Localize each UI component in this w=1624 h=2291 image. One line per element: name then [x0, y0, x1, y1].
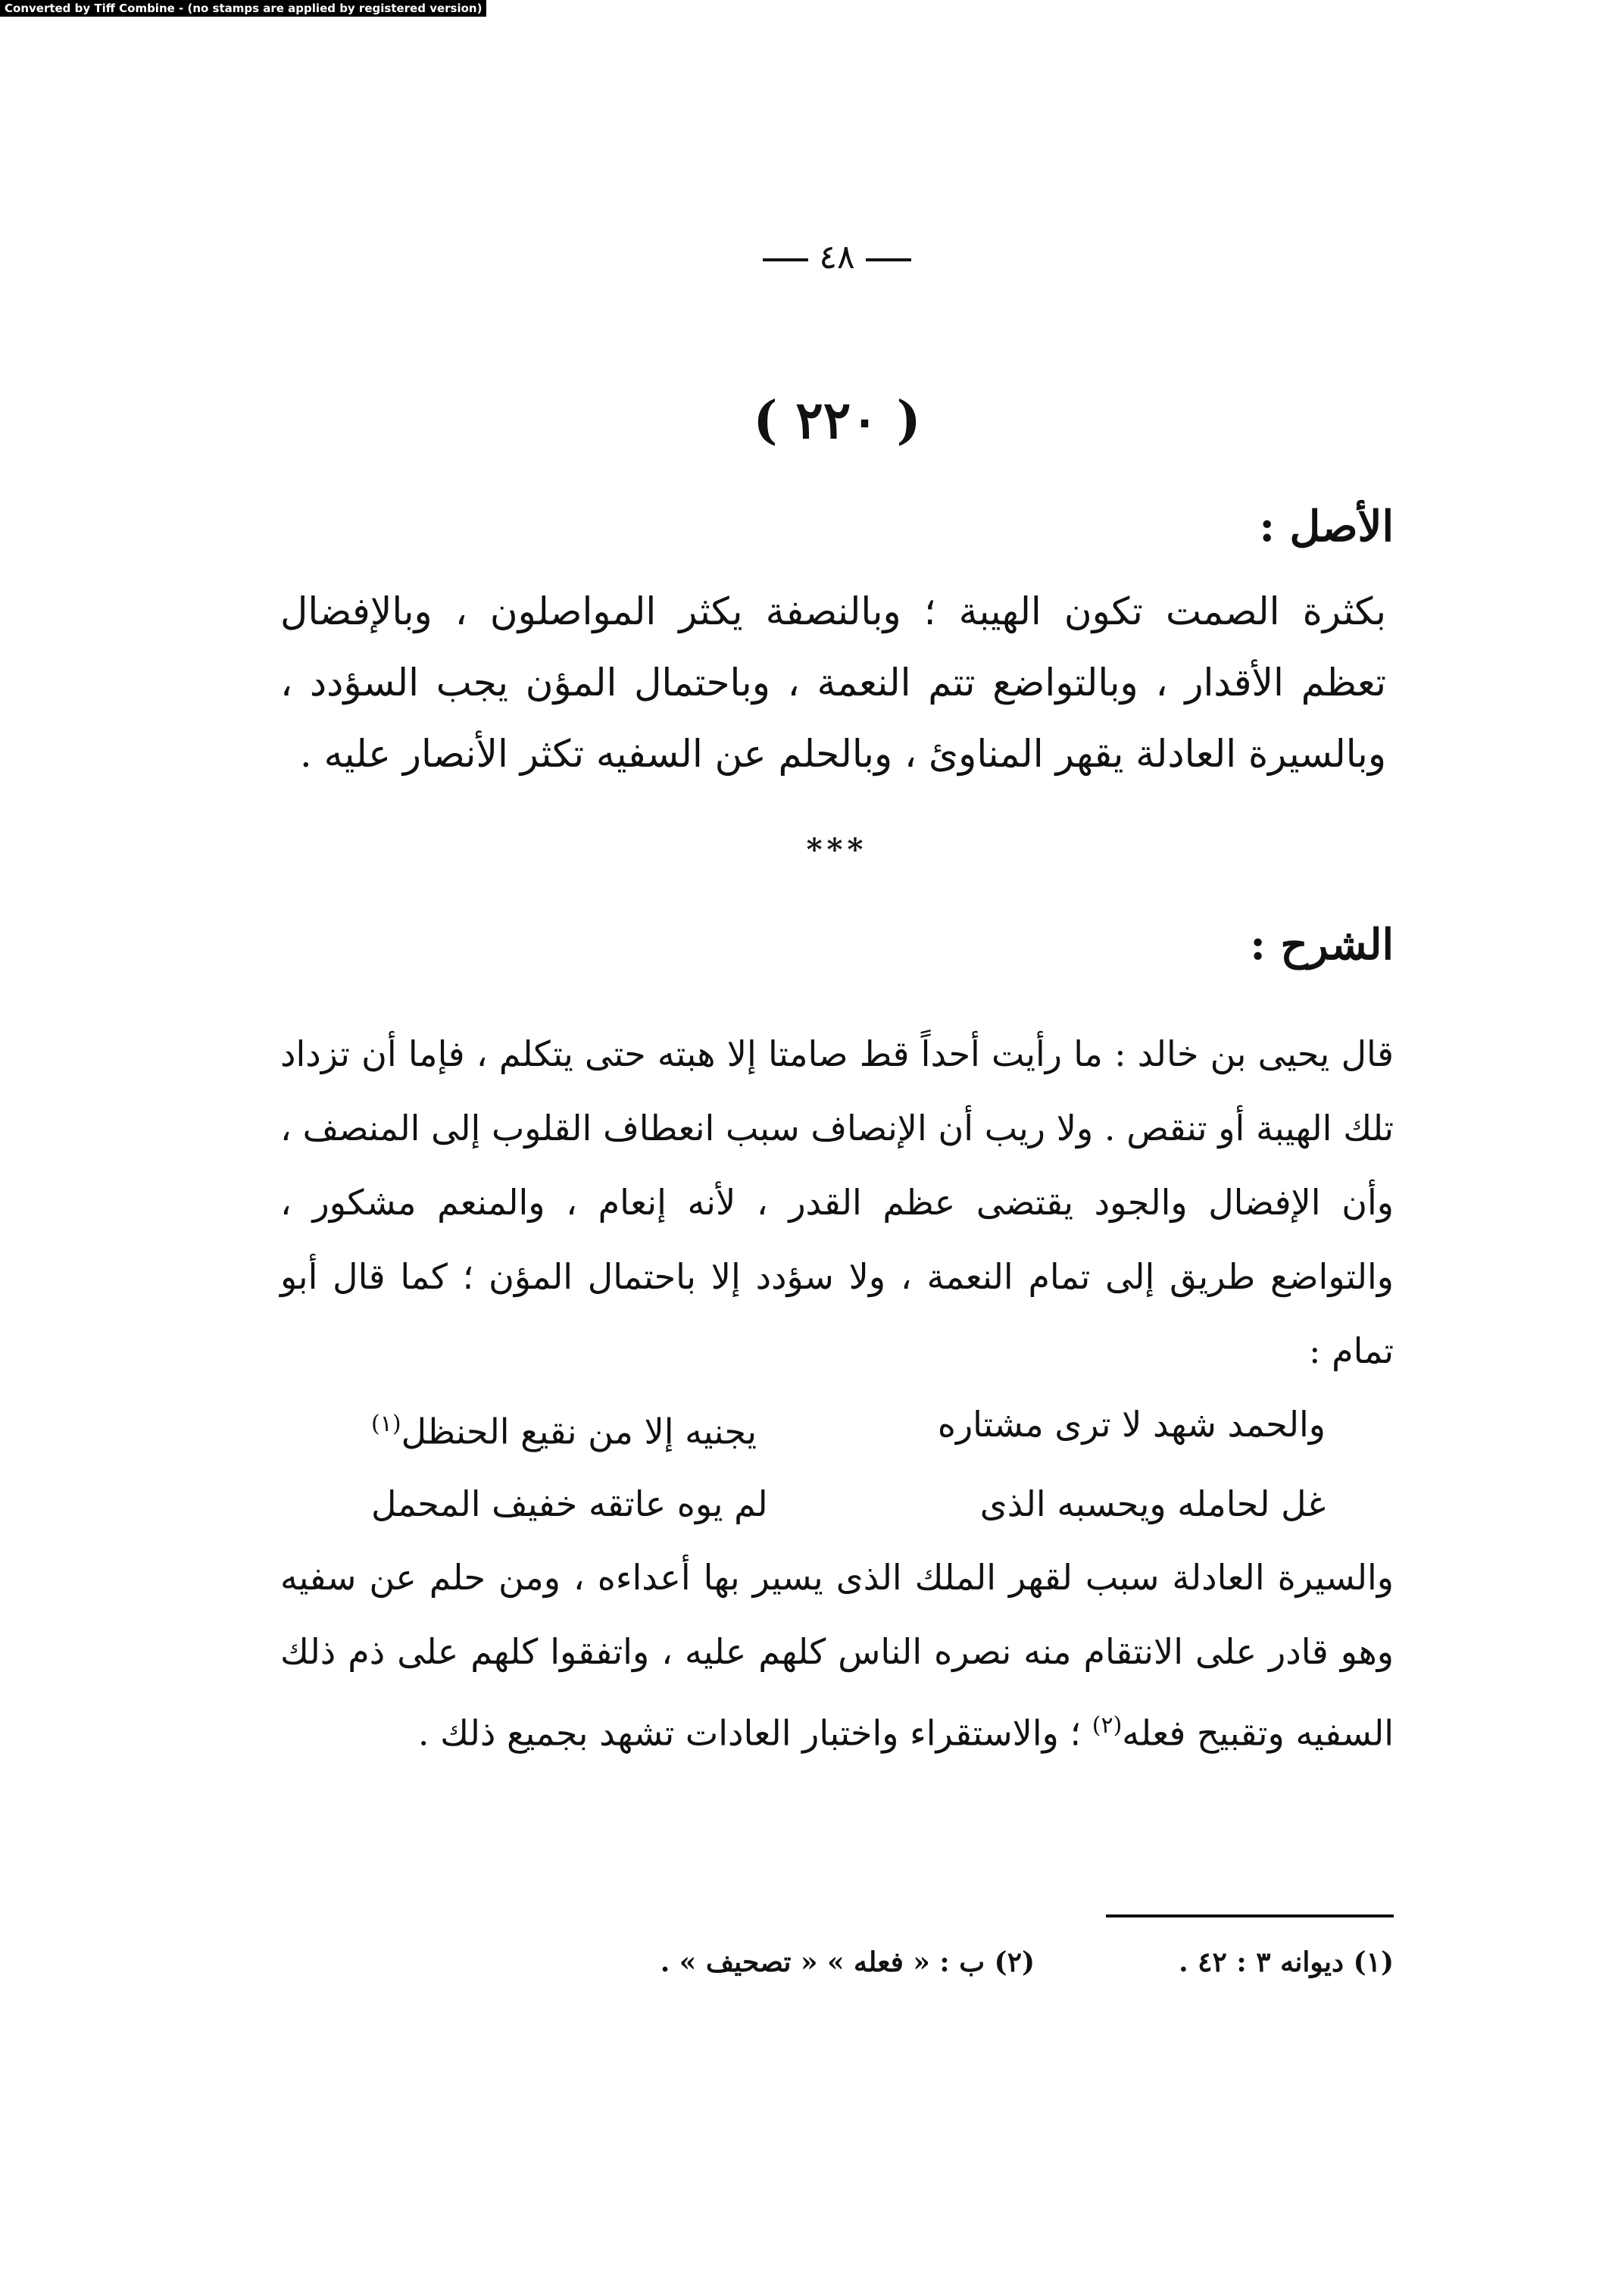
verse-second-text: يجنيه إلا من نقيع الحنظل — [401, 1411, 757, 1452]
commentary-paragraph-1: قال يحيى بن خالد : ما رأيت أحداً قط صامتا إلا هبته حتى يتكلم ، فإما أن تزداد تلك الهيبة أو تنقص . ولا ريب أن الإنصاف سبب انعطاف القلوب إلى المنصف ، وأن الإفضال والجود يقتضى عظم القدر ، لأنه إنعام ، والمنعم مشكور ، والتواضع طريق إلى تمام النعمة ، ولا سؤدد إلا باحتمال المؤن ؛ كما قال أبو تمام : — [280, 1033, 1394, 1371]
book-page — [280, 227, 1394, 1989]
page-number — [280, 227, 1394, 288]
commentary-paragraph-2 — [280, 1540, 1394, 1770]
original-heading: الأصل : — [1259, 502, 1394, 552]
verse-second-hemistich — [371, 1388, 757, 1467]
verse-line — [371, 1388, 1326, 1467]
footnote-divider — [1106, 1914, 1394, 1918]
verse-first-hemistich: غل لحامله ويحسبه الذى — [979, 1483, 1326, 1525]
aphorism-text: بكثرة الصمت تكون الهيبة ؛ وبالنصفة يكثر المواصلون ، وبالإفضال تعظم الأقدار ، وبالتواضع تتم النعمة ، وباحتمال المؤن يجب السؤدد ، وبالسيرة العادلة يقهر المناوئ ، وبالحلم عن السفيه تكثر الأنصار عليه . — [280, 589, 1386, 776]
footnote-2: (٢) ب : « فعله » « تصحيف » . — [660, 1946, 1035, 1978]
page-number-dash-left — [763, 258, 808, 261]
poem-verses — [280, 1388, 1394, 1540]
commentary-heading: الشرح : — [1250, 920, 1394, 970]
entry-number: ( ٢٢٠ ) — [753, 390, 921, 451]
footnote-marker: (١) — [371, 1411, 401, 1437]
commentary-p2-tail: ؛ والاستقراء واختبار العادات تشهد بجميع ذلك . — [417, 1712, 1092, 1754]
footnote-1: (١) ديوانه ٣ : ٤٢ . — [1179, 1946, 1394, 1978]
page-number-value: ٤٨ — [819, 238, 855, 277]
converter-watermark: Converted by Tiff Combine - (no stamps are applied by registered version) — [0, 0, 486, 17]
verse-line — [371, 1467, 1326, 1540]
footnote-marker: (٢) — [1092, 1712, 1123, 1739]
page-number-dash-right — [866, 258, 911, 261]
footnotes — [280, 1936, 1394, 1989]
commentary-p2-text: والسيرة العادلة سبب لقهر الملك الذى يسير بها أعداءه ، ومن حلم عن سفيه وهو قادر على الانتقام منه نصره الناس كلهم عليه ، واتفقوا كلهم على ذم ذلك السفيه وتقبيح فعله — [280, 1557, 1394, 1754]
verse-first-hemistich: والحمد شهد لا ترى مشتاره — [937, 1404, 1326, 1445]
verse-second-hemistich: لم يوه عاتقه خفيف المحمل — [371, 1483, 768, 1525]
section-separator: *** — [806, 832, 868, 867]
